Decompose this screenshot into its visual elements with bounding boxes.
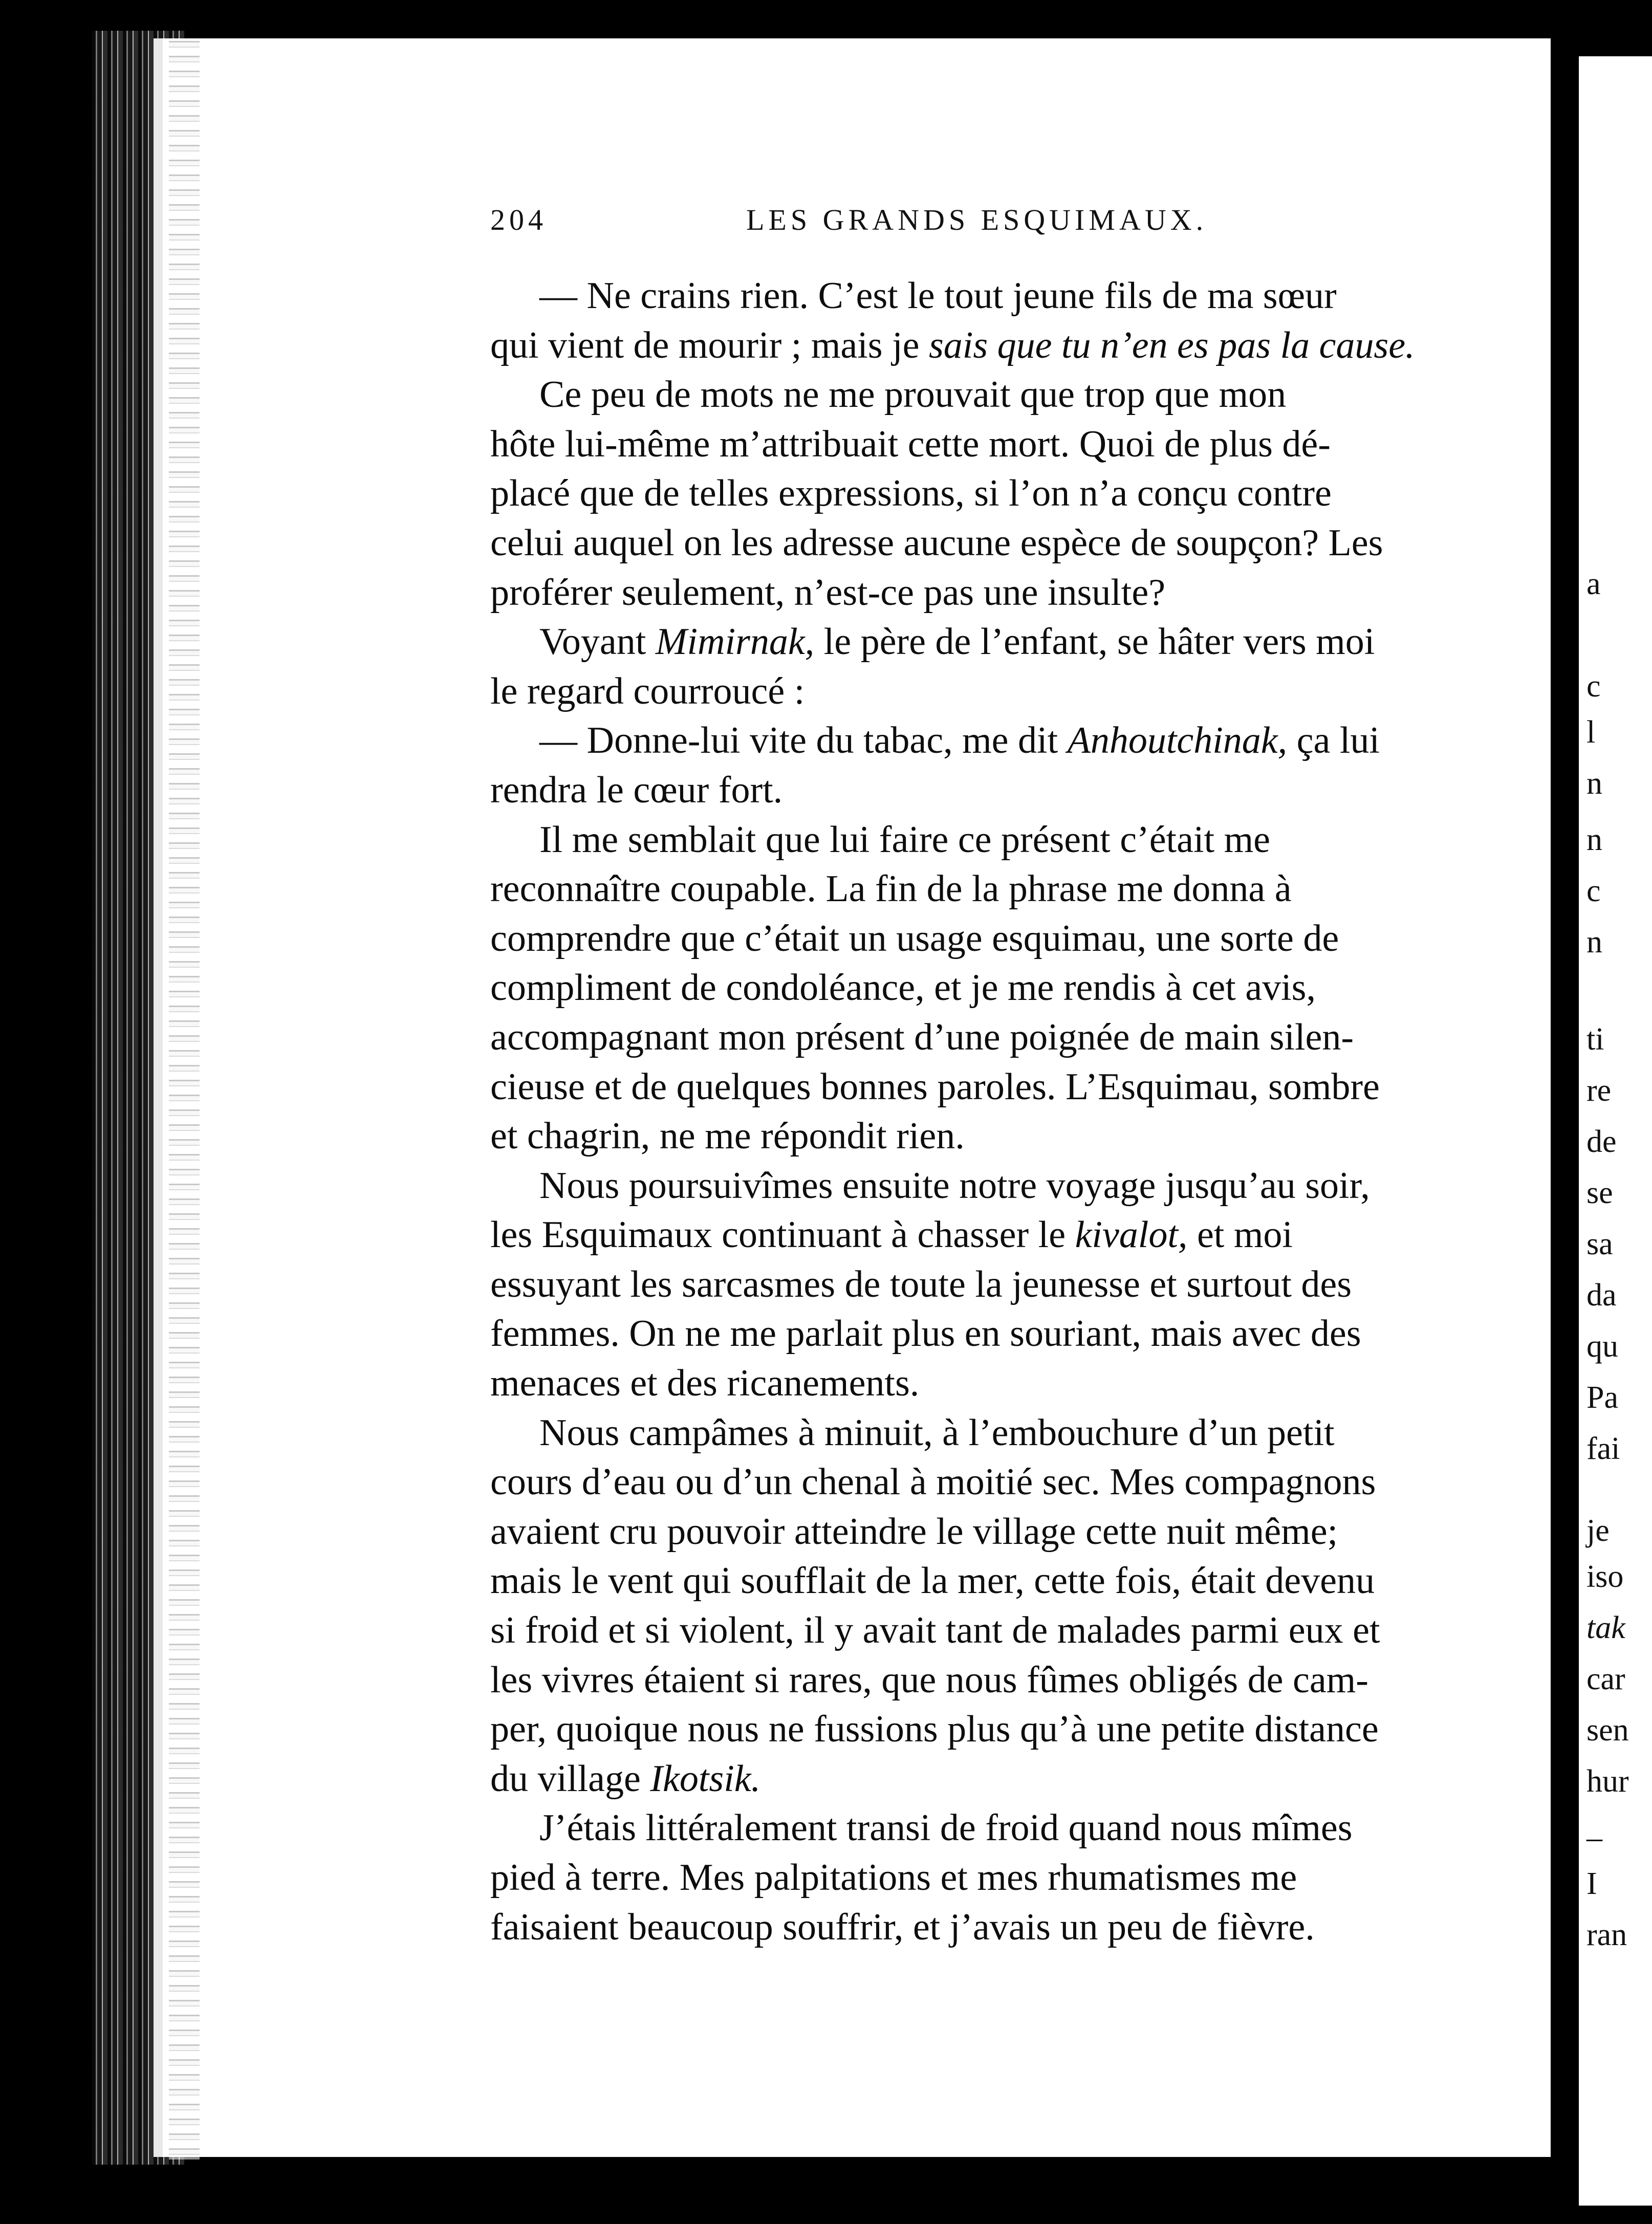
- facing-page-fragment: da: [1586, 1278, 1617, 1313]
- text-line: reconnaître coupable. La fin de la phrase me donna à: [490, 868, 1292, 910]
- paragraph-cont: [490, 1210, 1493, 1408]
- text-line: [490, 321, 1493, 370]
- facing-page-fragment: car: [1586, 1662, 1625, 1696]
- facing-page-fragment: sa: [1586, 1227, 1613, 1261]
- text-line: femmes. On ne me parlait plus en souriant, mais avec des: [490, 1313, 1361, 1355]
- facing-page-fragment: hur: [1586, 1764, 1629, 1799]
- page-number: 204: [490, 203, 547, 236]
- text-line: [490, 1754, 1493, 1804]
- paragraph: [490, 617, 1493, 667]
- text-run: les Esquimaux continuant à chasser le: [490, 1214, 1075, 1256]
- text-line: — Ne crains rien. C’est le tout jeune fils de ma sœur: [539, 275, 1337, 317]
- paragraph: [490, 271, 1493, 321]
- paragraph-cont: [490, 766, 1493, 815]
- body-text: [490, 271, 1493, 1952]
- facing-page-fragment: de: [1586, 1124, 1617, 1159]
- text-line: hôte lui-même m’attribuait cette mort. Quoi de plus dé-: [490, 423, 1331, 465]
- text-run: — Donne-lui vite du tabac, me dit: [539, 719, 1068, 762]
- text-run: et moi: [1187, 1214, 1293, 1256]
- text-line: cours d’eau ou d’un chenal à moitié sec. Mes compagnons: [490, 1461, 1376, 1503]
- facing-page-fragment: n: [1586, 766, 1602, 801]
- facing-page-fragment: n: [1586, 925, 1602, 960]
- italic-run: kivalot,: [1075, 1214, 1188, 1256]
- text-run: ça lui: [1287, 719, 1380, 762]
- facing-page-fragment: –: [1586, 1820, 1602, 1855]
- text-line: J’étais littéralement transi de froid quand nous mîmes: [539, 1807, 1353, 1849]
- paragraph: [490, 370, 1493, 420]
- text-line: rendra le cœur fort.: [490, 769, 783, 811]
- text-run: qui vient de mourir ; mais je: [490, 324, 929, 366]
- text-line: Nous poursuivîmes ensuite notre voyage jusqu’au soir,: [539, 1164, 1370, 1207]
- paragraph-cont: [490, 420, 1493, 617]
- text-line: celui auquel on les adresse aucune espèce de soupçon? Les: [490, 521, 1383, 564]
- text-line: le regard courroucé :: [490, 670, 805, 712]
- facing-page-fragment: ran: [1586, 1917, 1627, 1952]
- paragraph: [490, 1803, 1493, 1853]
- text-line: avaient cru pouvoir atteindre le village cette nuit même;: [490, 1510, 1338, 1553]
- paragraph: [490, 1161, 1493, 1211]
- facing-page-fragment: a: [1586, 566, 1601, 601]
- text-line: menaces et des ricanements.: [490, 1362, 920, 1405]
- facing-page-fragment: sen: [1586, 1713, 1629, 1748]
- facing-page-fragment: Pa: [1586, 1380, 1618, 1415]
- gutter-shadow: [169, 41, 200, 2160]
- facing-page-fragment: c: [1586, 669, 1601, 704]
- text-line: per, quoique nous ne fussions plus qu’à une petite distance: [490, 1708, 1379, 1751]
- text-line: faisaient beaucoup souffrir, et j’avais un peu de fièvre.: [490, 1906, 1315, 1948]
- facing-page-fragment: c: [1586, 874, 1601, 908]
- facing-page-fragment: fai: [1586, 1431, 1620, 1466]
- text-line: comprendre que c’était un usage esquimau, une sorte de: [490, 917, 1339, 960]
- italic-run: Anhoutchinak,: [1067, 719, 1288, 762]
- paragraph-cont: [490, 1853, 1493, 1952]
- text-run: Voyant: [539, 621, 656, 663]
- paragraph: [490, 1408, 1493, 1458]
- text-line: [490, 1210, 1493, 1260]
- facing-page-fragment: qu: [1586, 1329, 1618, 1364]
- text-run: le père de l’enfant, se hâter vers moi: [814, 621, 1375, 663]
- text-line: pied à terre. Mes palpitations et mes rhumatismes me: [490, 1857, 1297, 1899]
- text-line: [490, 617, 1493, 667]
- text-line: Ce peu de mots ne me prouvait que trop que mon: [539, 374, 1287, 416]
- text-line: si froid et si violent, il y avait tant de malades parmi eux et: [490, 1609, 1380, 1652]
- text-line: essuyant les sarcasmes de toute la jeunesse et surtout des: [490, 1263, 1352, 1305]
- text-line: cieuse et de quelques bonnes paroles. L’Esquimau, sombre: [490, 1065, 1380, 1108]
- text-line: les vivres étaient si rares, que nous fûmes obligés de cam-: [490, 1659, 1368, 1701]
- facing-page-fragment: je: [1586, 1513, 1610, 1548]
- text-line: [490, 716, 1493, 766]
- text-line: Nous campâmes à minuit, à l’embouchure d’un petit: [539, 1411, 1335, 1454]
- paragraph: [490, 321, 1493, 370]
- facing-page-fragment: I: [1586, 1866, 1597, 1901]
- text-run: du village: [490, 1757, 650, 1800]
- facing-page-fragment: tak: [1586, 1610, 1625, 1645]
- paragraph: [490, 815, 1493, 865]
- running-title: LES GRANDS ESQUIMAUX.: [746, 203, 1208, 236]
- text-line: accompagnant mon présent d’une poignée de main silen-: [490, 1016, 1354, 1058]
- paragraph-cont: [490, 667, 1493, 716]
- italic-run: Ikotsik.: [650, 1757, 761, 1800]
- facing-page-fragment: n: [1586, 822, 1602, 857]
- facing-page-fragment: re: [1586, 1073, 1612, 1108]
- facing-page-fragment: ti: [1586, 1022, 1604, 1057]
- facing-page-fragment: se: [1586, 1175, 1613, 1210]
- text-line: placé que de telles expressions, si l’on n’a conçu contre: [490, 472, 1332, 515]
- paragraph-cont: [490, 864, 1493, 1161]
- paragraph: [490, 716, 1493, 766]
- facing-page-fragment: l: [1586, 715, 1596, 750]
- text-line: et chagrin, ne me répondit rien.: [490, 1115, 965, 1158]
- text-line: proférer seulement, n’est-ce pas une insulte?: [490, 571, 1166, 614]
- text-line: compliment de condoléance, et je me rendis à cet avis,: [490, 967, 1316, 1009]
- paragraph-cont: [490, 1457, 1493, 1803]
- facing-page-fragment: iso: [1586, 1559, 1624, 1594]
- text-line: Il me semblait que lui faire ce présent c’était me: [539, 818, 1270, 861]
- italic-run: sais que tu n’en es pas la cause.: [929, 324, 1415, 366]
- text-line: mais le vent qui soufflait de la mer, cette fois, était devenu: [490, 1560, 1375, 1602]
- italic-run: Mimirnak,: [655, 621, 815, 663]
